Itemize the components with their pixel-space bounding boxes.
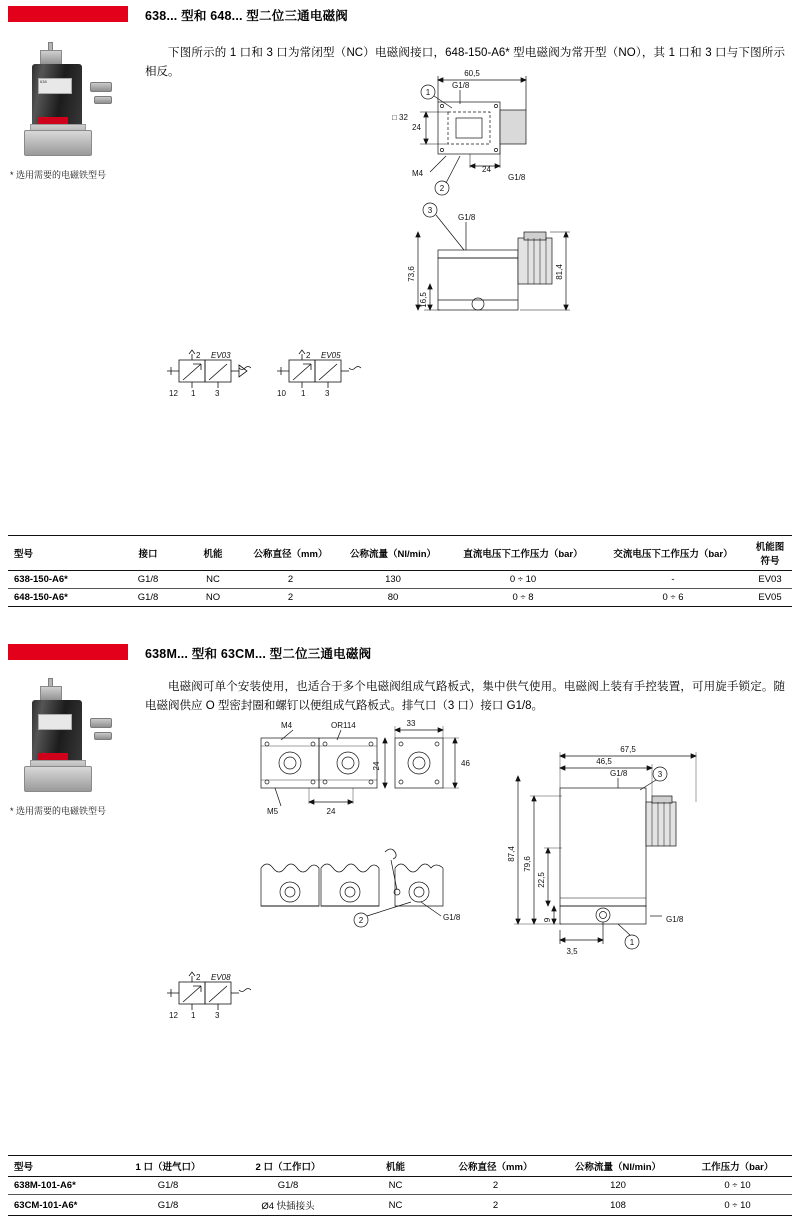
cell-ac-pressure: - xyxy=(598,571,748,589)
dim-24-d: 24 xyxy=(326,807,336,816)
section2-photo-block xyxy=(10,678,140,817)
valve-port-connector-1 xyxy=(90,82,112,92)
dim-16-5: 16,5 xyxy=(419,292,428,308)
balloon-2: 2 xyxy=(439,184,445,193)
valve-port-connector-4 xyxy=(94,732,112,740)
section1-photo-block xyxy=(10,42,140,181)
table-row xyxy=(8,1195,792,1216)
symbol-ev08-port-3: 3 xyxy=(215,1011,220,1020)
th-port1: 1 口（进气口） xyxy=(113,1156,223,1177)
cell-port1: G1/8 xyxy=(113,1177,223,1195)
section2-title: 638M... 型和 63CM... 型二位三通电磁阀 xyxy=(145,647,372,661)
cell-nominal-dia: 2 xyxy=(243,571,338,589)
cell-function: NO xyxy=(183,589,243,607)
symbol-ev03-port-2: 2 xyxy=(196,351,201,360)
th-nominal-dia: 公称直径（mm） xyxy=(243,536,338,571)
valve-base-2 xyxy=(24,766,92,792)
section2-elevation-drawing xyxy=(500,730,730,960)
label-g18-top-2: G1/8 xyxy=(610,769,628,778)
dim-73-6: 73,6 xyxy=(407,266,416,282)
symbol-ev03-port-1: 1 xyxy=(191,389,196,398)
cell-port2: Ø4 快插接头 xyxy=(223,1195,353,1216)
cell-symbol: EV03 xyxy=(748,571,792,589)
table-row xyxy=(8,1177,792,1195)
cell-function: NC xyxy=(183,571,243,589)
cell-port: G1/8 xyxy=(113,589,183,607)
th-function: 机能 xyxy=(183,536,243,571)
balloon-2b: 2 xyxy=(358,916,364,925)
label-g18-top: G1/8 xyxy=(452,81,470,90)
section1-photo-caption: * 选用需要的电磁铁型号 xyxy=(10,170,107,180)
cell-nominal-dia: 2 xyxy=(243,589,338,607)
section1-intro: 下图所示的 1 口和 3 口为常闭型（NC）电磁阀接口，648-150-A6* 型电磁阀为常开型（NO），其 1 口和 3 口与下图所示相反。 xyxy=(145,47,785,78)
dim-24-b: 24 xyxy=(482,165,491,174)
brand-red-bar-2 xyxy=(8,644,128,660)
section2-header xyxy=(0,638,800,668)
dim-33: 33 xyxy=(406,720,416,728)
cell-port: G1/8 xyxy=(113,571,183,589)
th-port2: 2 口（工作口） xyxy=(223,1156,353,1177)
symbol-ev05-name: EV05 xyxy=(321,351,341,360)
symbol-ev05-port-10: 10 xyxy=(277,389,286,398)
valve-photo-638 xyxy=(10,42,118,162)
symbol-ev05-port-3: 3 xyxy=(325,389,330,398)
section2-intro: 电磁阀可单个安装使用，也适合于多个电磁阀组成气路板式，集中供气使用。电磁阀上装有手控装置，可用旋手锁定。随电磁阀供应 O 型密封圈和螺钉以便组成气路板式。排气口（3 口）接口 G1/8。 xyxy=(145,681,785,712)
section2-spec-table xyxy=(8,1155,792,1216)
cell-nominal-flow: 80 xyxy=(338,589,448,607)
dim-81-4: 81,4 xyxy=(555,264,564,280)
cell-model: 638-150-A6* xyxy=(8,571,113,589)
th-dc-pressure: 直流电压下工作压力（bar） xyxy=(448,536,598,571)
dim-60-5: 60,5 xyxy=(464,69,480,78)
balloon-1b: 1 xyxy=(629,938,635,947)
dim-67-5: 67,5 xyxy=(620,745,636,754)
cell-nominal-flow: 120 xyxy=(553,1177,683,1195)
cell-working-pressure: 0 ÷ 10 xyxy=(683,1177,792,1195)
cell-model: 648-150-A6* xyxy=(8,589,113,607)
section2-manifold-drawing xyxy=(245,720,480,940)
cell-nominal-flow: 130 xyxy=(338,571,448,589)
cell-dc-pressure: 0 ÷ 8 xyxy=(448,589,598,607)
cell-ac-pressure: 0 ÷ 6 xyxy=(598,589,748,607)
th-model-2: 型号 xyxy=(8,1156,113,1177)
table-row xyxy=(8,589,792,607)
th-function-2: 机能 xyxy=(353,1156,438,1177)
cell-port2: G1/8 xyxy=(223,1177,353,1195)
section2-photo-caption: * 选用需要的电磁铁型号 xyxy=(10,806,107,816)
dim-9: 9 xyxy=(543,917,552,923)
dim-46-5: 46,5 xyxy=(596,757,612,766)
dim-3-5: 3,5 xyxy=(566,947,578,956)
symbol-ev08-port-1: 1 xyxy=(191,1011,196,1020)
label-g18-manifold: G1/8 xyxy=(443,913,461,922)
section1-header xyxy=(0,0,800,30)
table-header-row xyxy=(8,1156,792,1177)
th-working-pressure: 工作压力（bar） xyxy=(683,1156,792,1177)
dim-22-5: 22,5 xyxy=(537,872,546,888)
section1-title: 638... 型和 648... 型二位三通电磁阀 xyxy=(145,9,348,23)
symbol-ev05-port-2: 2 xyxy=(306,351,311,360)
label-g18-front: G1/8 xyxy=(458,213,476,222)
balloon-3b: 3 xyxy=(657,770,663,779)
label-m4-2: M4 xyxy=(281,721,293,730)
section-638-648 xyxy=(0,0,800,603)
th-ac-pressure: 交流电压下工作压力（bar） xyxy=(598,536,748,571)
cell-model: 63CM-101-A6* xyxy=(8,1195,113,1216)
cell-symbol: EV05 xyxy=(748,589,792,607)
th-nominal-flow: 公称流量（Nl/min） xyxy=(338,536,448,571)
cell-nominal-dia: 2 xyxy=(438,1177,553,1195)
brand-red-bar xyxy=(8,6,128,22)
th-model: 型号 xyxy=(8,536,113,571)
valve-nameplate-2 xyxy=(38,714,72,730)
valve-port-connector-3 xyxy=(90,718,112,728)
symbol-ev05-port-1: 1 xyxy=(301,389,306,398)
label-m5: M5 xyxy=(267,807,279,816)
dim-79-6: 79,6 xyxy=(523,856,532,872)
dim-24-a: 24 xyxy=(412,123,421,132)
balloon-1: 1 xyxy=(425,88,431,97)
valve-port-connector-2 xyxy=(94,96,112,104)
valve-photo-638M xyxy=(10,678,118,798)
label-m4: M4 xyxy=(412,169,424,178)
label-g18-bottom-2: G1/8 xyxy=(666,915,684,924)
dim-24-c: 24 xyxy=(372,761,381,771)
section1-spec-table xyxy=(8,535,792,607)
symbol-ev03-port-12: 12 xyxy=(169,389,178,398)
section1-symbols xyxy=(165,348,385,408)
table-row xyxy=(8,571,792,589)
symbol-ev08-name: EV08 xyxy=(211,973,231,982)
cell-model: 638M-101-A6* xyxy=(8,1177,113,1195)
dim-46: 46 xyxy=(461,759,470,768)
cell-dc-pressure: 0 ÷ 10 xyxy=(448,571,598,589)
cell-nominal-dia: 2 xyxy=(438,1195,553,1216)
dim-32: □ 32 xyxy=(392,113,408,122)
th-port: 接口 xyxy=(113,536,183,571)
cell-function: NC xyxy=(353,1177,438,1195)
th-nominal-dia-2: 公称直径（mm） xyxy=(438,1156,553,1177)
table-header-row xyxy=(8,536,792,571)
th-symbol: 机能图符号 xyxy=(748,536,792,571)
cell-working-pressure: 0 ÷ 10 xyxy=(683,1195,792,1216)
dim-87-4: 87,4 xyxy=(507,846,516,862)
cell-nominal-flow: 108 xyxy=(553,1195,683,1216)
balloon-3: 3 xyxy=(427,206,433,215)
label-or114: OR114 xyxy=(331,721,356,730)
section2-symbols xyxy=(165,970,285,1030)
symbol-ev03-name: EV03 xyxy=(211,351,231,360)
cell-function: NC xyxy=(353,1195,438,1216)
symbol-ev08-port-12: 12 xyxy=(169,1011,178,1020)
valve-nameplate xyxy=(38,78,72,94)
label-g18-side: G1/8 xyxy=(508,173,526,182)
cell-port1: G1/8 xyxy=(113,1195,223,1216)
valve-base xyxy=(24,130,92,156)
symbol-ev03-port-3: 3 xyxy=(215,389,220,398)
symbol-ev08-port-2: 2 xyxy=(196,973,201,982)
th-nominal-flow-2: 公称流量（Nl/min） xyxy=(553,1156,683,1177)
section1-dimension-drawing xyxy=(390,60,650,350)
valve-nameplate-text: 638 xyxy=(40,79,47,84)
